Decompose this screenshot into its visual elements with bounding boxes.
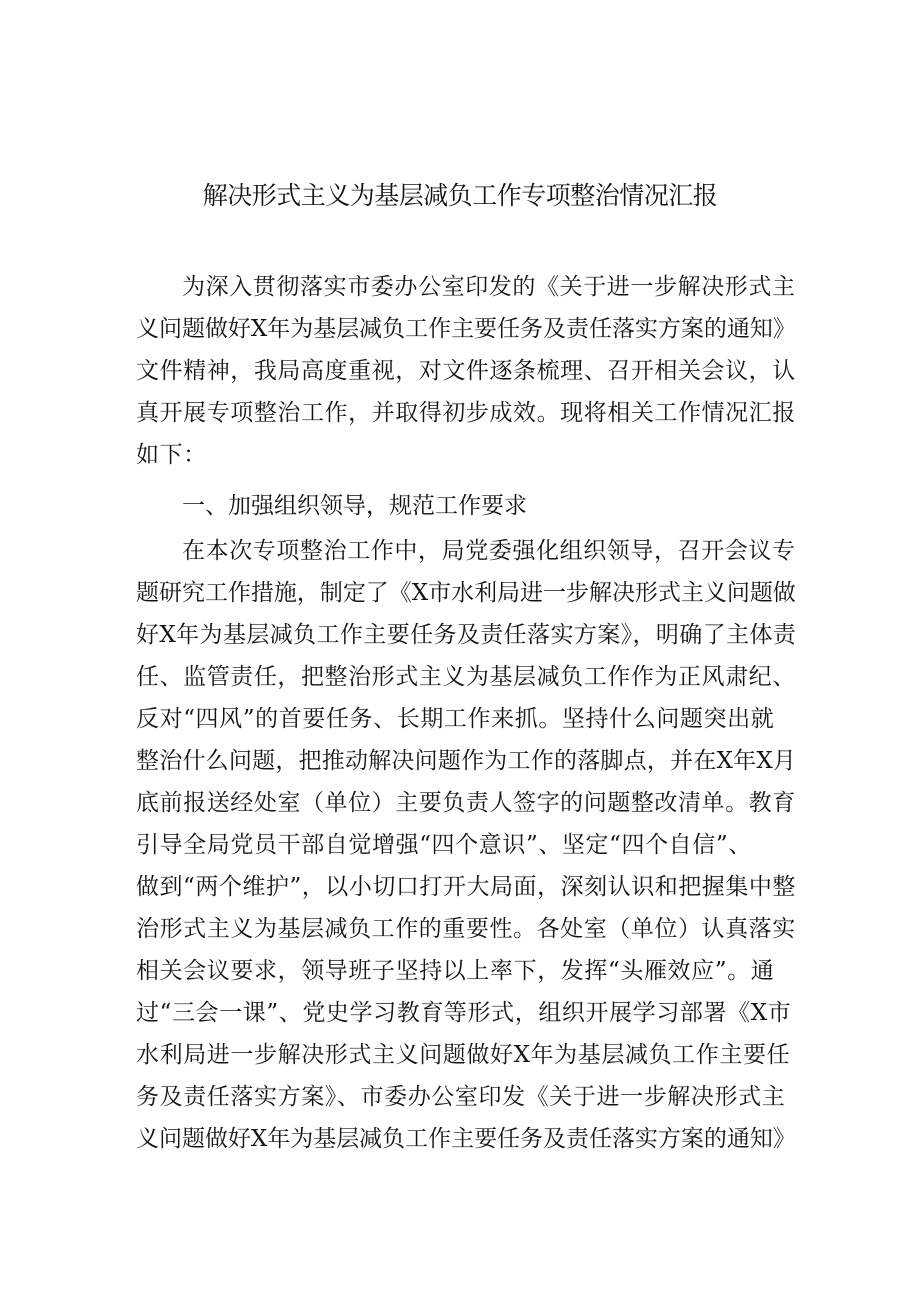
paragraph-line: 做到“两个维护”，以小切口打开大局面，深刻认识和把握集中整	[136, 874, 796, 900]
paragraph-line: 反对“四风”的首要任务、长期工作来抓。坚持什么问题突出就	[136, 706, 775, 732]
paragraph-line: 题研究工作措施，制定了《X市水利局进一步解决形式主义问题做	[136, 580, 796, 606]
paragraph-line: 相关会议要求，领导班子坚持以上率下，发挥“头雁效应”。通	[136, 958, 775, 984]
paragraph-line: 在本次专项整治工作中，局党委强化组织领导，召开会议专	[182, 538, 796, 564]
section-1-paragraph	[136, 530, 796, 1160]
paragraph-line: 任、监管责任，把整治形式主义为基层减负工作作为正风肃纪、	[136, 664, 796, 690]
paragraph-line: 义问题做好X年为基层减负工作主要任务及责任落实方案的通知》	[136, 316, 796, 342]
paragraph-line: 文件精神，我局高度重视，对文件逐条梳理、召开相关会议，认	[136, 358, 796, 384]
paragraph-line: 为深入贯彻落实市委办公室印发的《关于进一步解决形式主	[182, 274, 796, 300]
intro-paragraph	[136, 266, 796, 476]
paragraph-line: 好X年为基层减负工作主要任务及责任落实方案》，明确了主体责	[136, 622, 797, 648]
paragraph-line: 如下：	[136, 442, 207, 468]
paragraph-line: 水利局进一步解决形式主义问题做好X年为基层减负工作主要任	[136, 1042, 791, 1068]
paragraph-line: 整治什么问题，把推动解决问题作为工作的落脚点，并在X年X月	[136, 748, 797, 774]
document-title: 解决形式主义为基层减负工作专项整治情况汇报	[202, 181, 718, 210]
section-heading: 一、加强组织领导，规范工作要求	[182, 493, 527, 519]
paragraph-line: 引导全局党员干部自觉增强“四个意识”、坚定“四个自信”、	[136, 832, 752, 858]
paragraph-line: 义问题做好X年为基层减负工作主要任务及责任落实方案的通知》	[136, 1126, 796, 1152]
paragraph-line: 务及责任落实方案》、市委办公室印发《关于进一步解决形式主	[136, 1084, 786, 1110]
paragraph-line: 真开展专项整治工作，并取得初步成效。现将相关工作情况汇报	[136, 400, 796, 426]
paragraph-line: 过“三会一课”、党史学习教育等形式，组织开展学习部署《X市	[136, 1000, 792, 1026]
paragraph-line: 治形式主义为基层减负工作的重要性。各处室（单位）认真落实	[136, 916, 796, 942]
paragraph-line: 底前报送经处室（单位）主要负责人签字的问题整改清单。教育	[136, 790, 796, 816]
